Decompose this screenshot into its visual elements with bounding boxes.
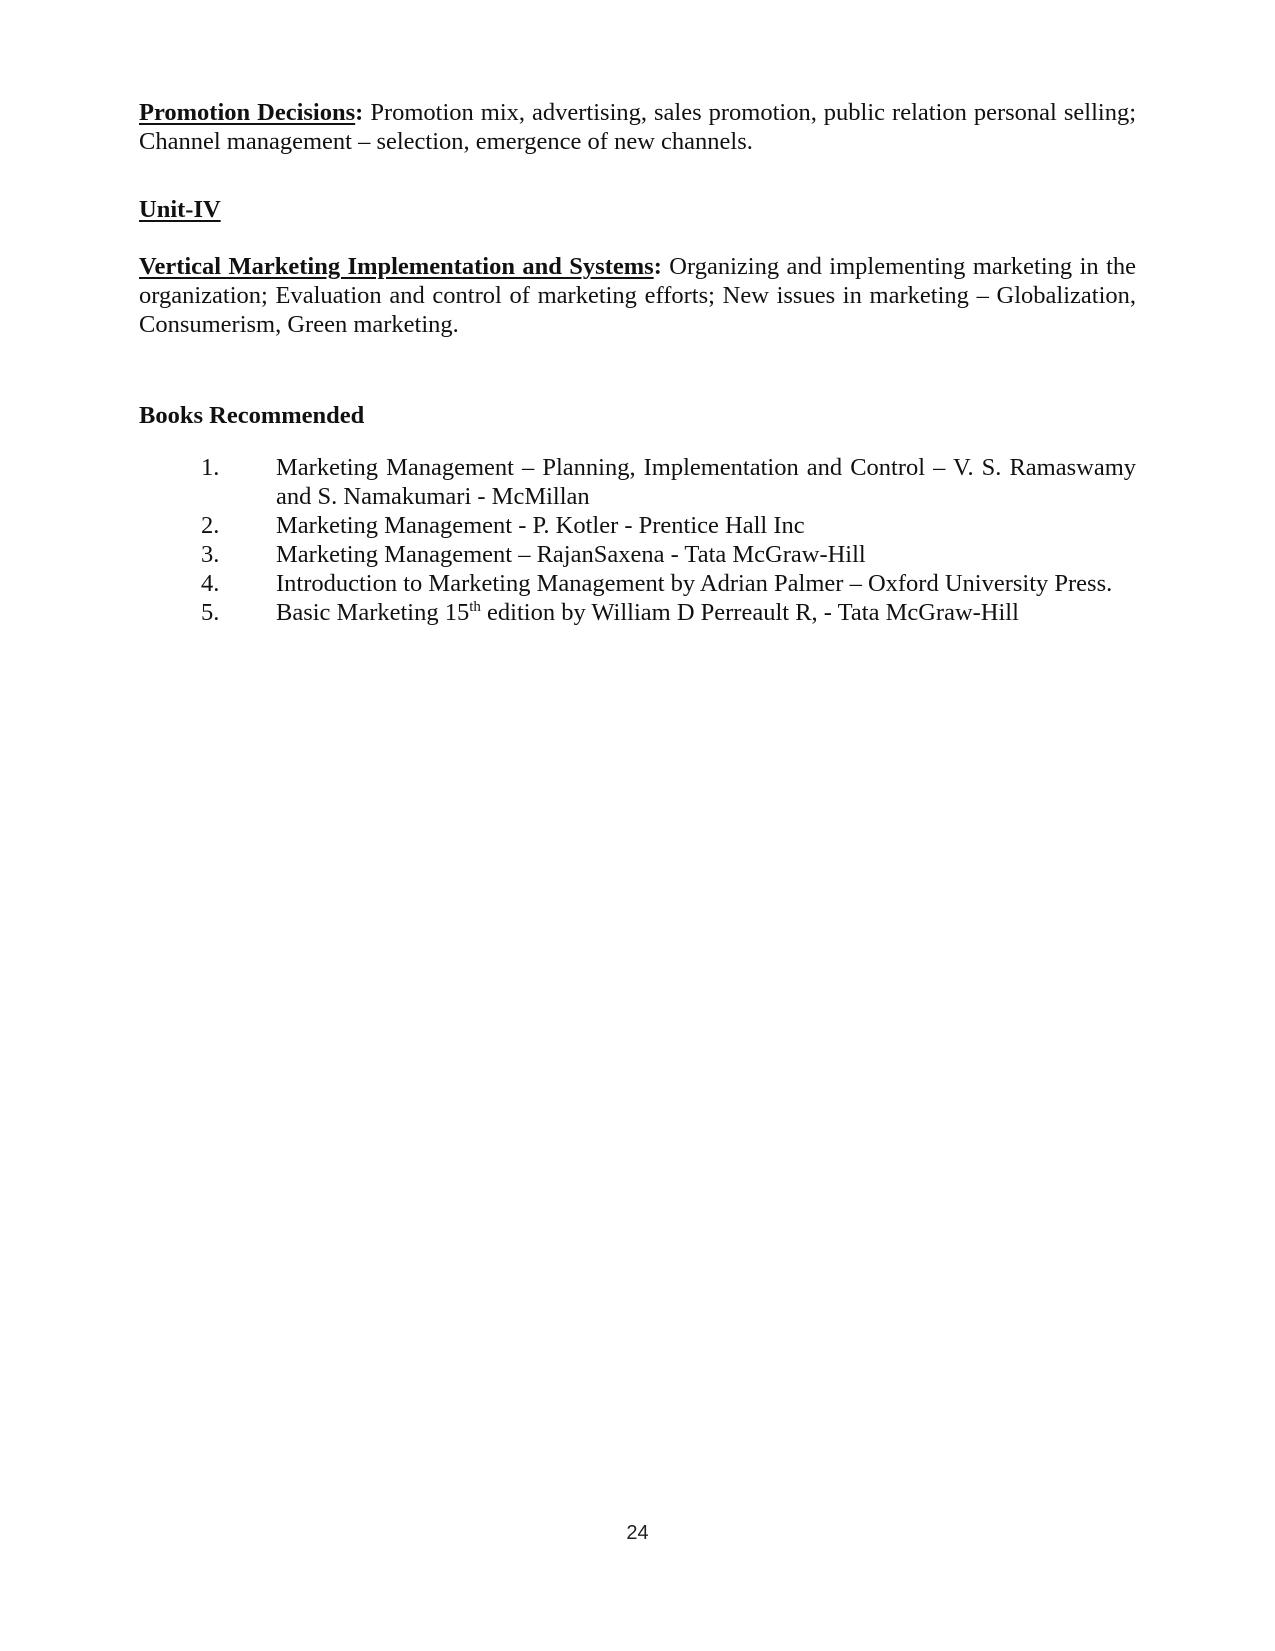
promotion-decisions-colon: : [355,99,364,126]
list-item-number: 3. [201,541,220,568]
promotion-decisions-text: Promotion mix, advertising, sales promotion, public relation personal selling; Channel management – selection, emergence of new channels. [139,99,1136,155]
list-item-text: Marketing Management - P. Kotler - Prentice Hall Inc [276,512,805,539]
list-item-number: 1. [201,454,220,481]
list-item-text-pre: Basic Marketing 15 [276,599,470,626]
list-item [139,511,1136,540]
page-number: 24 [626,1522,649,1544]
vertical-marketing-heading: Vertical Marketing Implementation and Systems [139,253,654,280]
promotion-decisions-heading: Promotion Decisions [139,99,356,126]
list-item-number: 2. [201,512,220,539]
list-item-text: Marketing Management – Planning, Implementation and Control – V. S. Ramaswamy and S. Namakumari - McMillan [276,454,1136,510]
list-item-number: 4. [201,570,220,597]
list-item-text: Introduction to Marketing Management by Adrian Palmer – Oxford University Press. [276,570,1113,597]
list-item-superscript: th [469,598,481,615]
unit-iv-heading: Unit-IV [139,196,221,223]
promotion-decisions-paragraph [139,98,1136,156]
list-item [139,598,1136,627]
vertical-marketing-text: Organizing and implementing marketing in the organization; Evaluation and control of marketing efforts; New issues in marketing – Globalization, Consumerism, Green marketing. [139,253,1136,338]
list-item [139,540,1136,569]
list-item-text-post: edition by William D Perreault R, - Tata McGraw-Hill [480,599,1019,626]
list-item [139,569,1136,598]
list-item-number: 5. [201,599,220,626]
books-recommended-heading: Books Recommended [139,402,365,429]
vertical-marketing-colon: : [653,253,662,280]
list-item-text: Marketing Management – RajanSaxena - Tata McGraw-Hill [276,541,866,568]
list-item-text [276,598,1136,627]
books-list [139,453,1136,627]
vertical-marketing-paragraph [139,252,1136,339]
list-item [139,453,1136,511]
